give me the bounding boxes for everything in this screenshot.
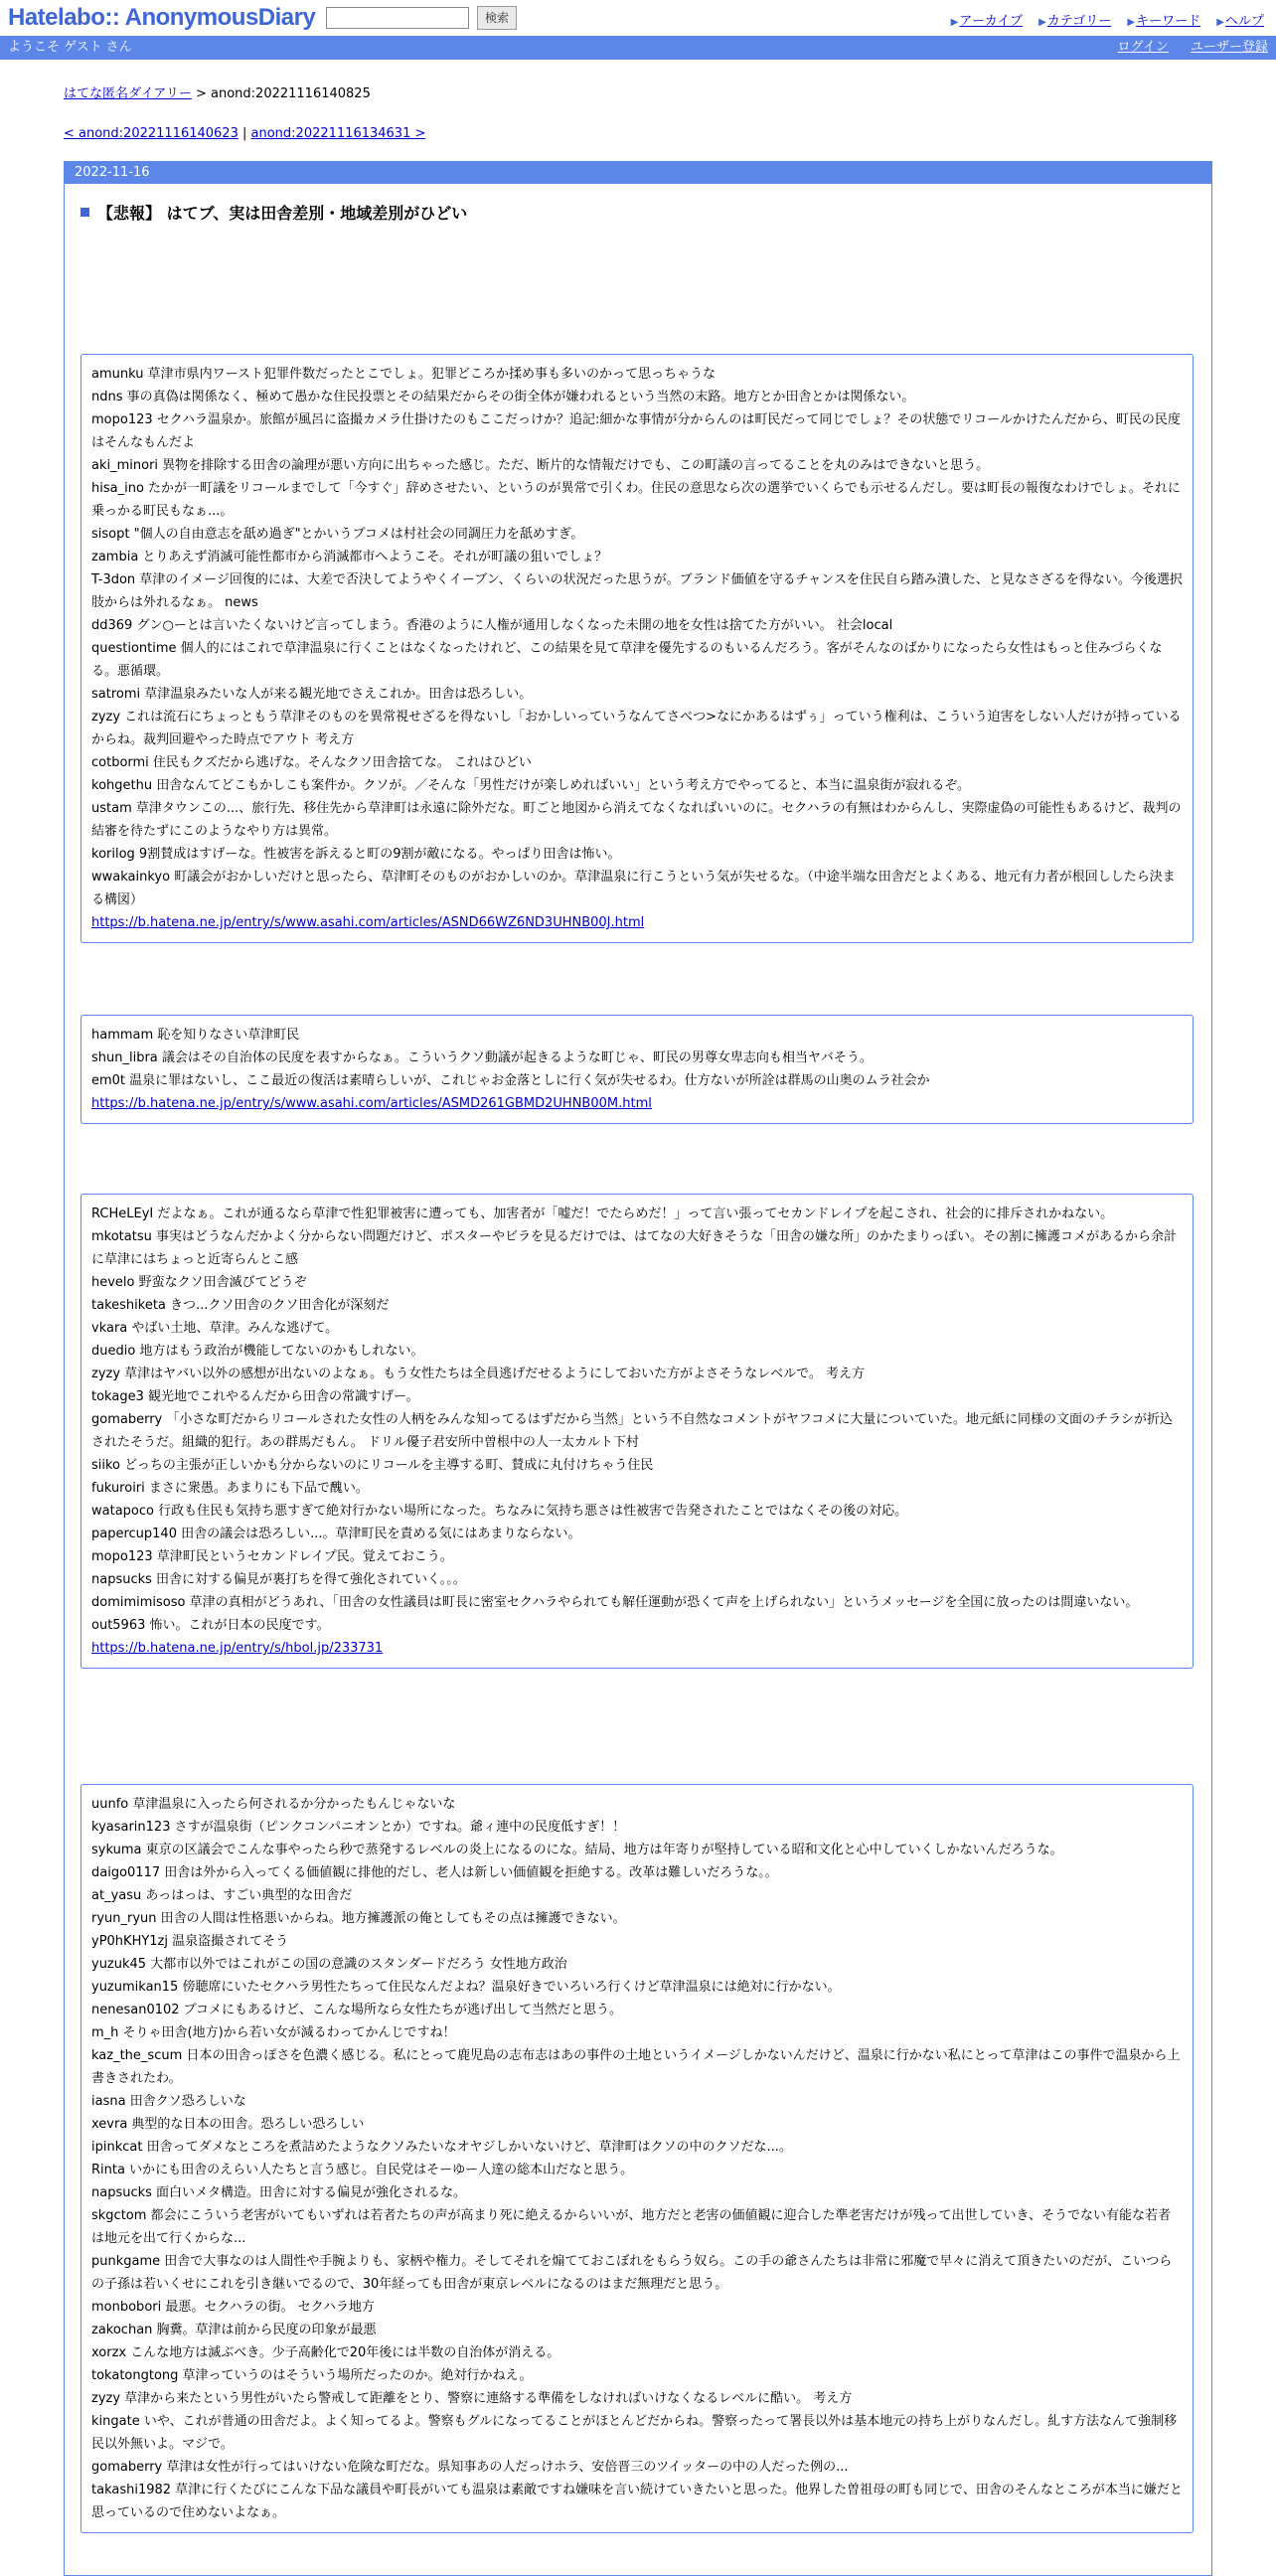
comment-line: zambia とりあえず消滅可能性都市から消滅都市へようこそ。それが町議の狙いでしょ？	[91, 550, 608, 564]
nav-archive-link[interactable]: アーカイブ	[959, 14, 1023, 29]
comment-line: siiko どっちの主張が正しいかも分からないのにリコールを主導する町、賛成に丸付けちゃう住民	[91, 1458, 654, 1473]
register-link[interactable]: ユーザー登録	[1190, 40, 1268, 55]
comment-line: out5963 怖い。これが日本の民度です。	[91, 1618, 330, 1633]
source-link[interactable]: https://b.hatena.ne.jp/entry/s/www.asahi.com/articles/ASMD261GBMD2UHNB00M.html	[91, 1096, 652, 1111]
comment-line: uunfo 草津温泉に入ったら何されるか分かったもんじゃないな	[91, 1797, 456, 1812]
comment-line: m_h そりゃ田舎(地方)から若い女が減るわってかんじですね！	[91, 2025, 456, 2040]
source-link[interactable]: https://b.hatena.ne.jp/entry/s/hbol.jp/233731	[91, 1641, 384, 1656]
comment-line: fukuroiri まさに衆愚。あまりにも下品で醜い。	[91, 1481, 369, 1496]
nav-keyword-link[interactable]: キーワード	[1136, 14, 1201, 29]
next-entry-link[interactable]: anond:20221116134631 >	[250, 126, 426, 141]
breadcrumb-current: anond:20221116140825	[211, 86, 371, 101]
comment-line: satromi 草津温泉みたいな人が来る観光地でさえこれか。田舎は恐ろしい。	[91, 687, 533, 702]
comment-line: skgctom 都会にこういう老害がいてもいずれは若者たちの声が高まり死に絶えるからいいが、地方だと老害の価値観に迎合した準老害だけが残って出世していき、そうでない有能な若者は地元を出て行くからな...	[91, 2208, 1172, 2246]
comment-line: tokatongtong 草津っていうのはそういう場所だったのか。絶対行かねえ。	[91, 2368, 533, 2383]
comment-line: xorzx こんな地方は滅ぶべき。少子高齢化で20年後には半数の自治体が消える。	[91, 2345, 560, 2360]
comment-line: amunku 草津市県内ワースト犯罪件数だったとこでしょ。犯罪どころか揉め事も多いのかって思っちゃうな	[91, 367, 716, 382]
comment-line: monbobori 最悪。セクハラの街。 セクハラ地方	[91, 2300, 375, 2315]
comment-line: kaz_the_scum 日本の田舎っぽさを色濃く感じる。私にとって鹿児島の志布志はあの事件の土地というイメージしかないんだけど、温泉に行かない私にとって草津はこの事件で温泉から上書きされたわ。	[91, 2048, 1181, 2086]
breadcrumb-separator: >	[191, 86, 212, 101]
pager-separator: |	[238, 126, 251, 141]
source-link[interactable]: https://b.hatena.ne.jp/entry/s/www.asahi.com/articles/ASND66WZ6ND3UHNB00J.html	[91, 915, 645, 930]
comment-line: takeshiketa きつ...クソ田舎のクソ田舎化が深刻だ	[91, 1298, 390, 1313]
comment-line: gomaberry 草津は女性が行ってはいけない危険な町だな。県知事あの人だっけホラ、安倍晋三のツイッターの中の人だった例の...	[91, 2460, 849, 2475]
comment-line: papercup140 田舎の議会は恐ろしい...。草津町民を責める気にはあまりならない。	[91, 1527, 581, 1541]
comment-line: ustam 草津タウンこの...、旅行先、移住先から草津町は永遠に除外だな。町ごと地図から消えてなくなればいいのに。セクハラの有無はわからんし、実際虚偽の可能性もあるけど、裁判の結審を待たずにこのようなやり方は異常。	[91, 801, 1182, 839]
square-icon[interactable]	[80, 208, 89, 217]
comment-line: korilog 9割賛成はすげーな。性被害を訴えると町の9割が敵になる。やっぱり田舎は怖い。	[91, 847, 621, 862]
triangle-icon: ▶	[1038, 17, 1046, 28]
comment-line: kyasarin123 さすが温泉街（ピンクコンパニオンとか）ですね。爺ィ連中の民度低すぎ！！	[91, 1820, 626, 1835]
breadcrumb	[64, 85, 371, 103]
comment-line: ndns 事の真偽は関係なく、極めて愚かな住民投票とその結果だからその街全体が嫌われるという当然の末路。地方とか田舎とかは関係ない。	[91, 390, 915, 404]
comment-line: zyzy 草津はヤバい以外の感想が出ないのよなぁ。もう女性たちは全員逃げだせるようにしておいた方がよさそうなレベルで。 考え方	[91, 1367, 866, 1381]
prev-entry-link[interactable]: < anond:20221116140623	[64, 126, 239, 141]
quote-block	[80, 1015, 1194, 1124]
comment-line: yuzuk45 大都市以外ではこれがこの国の意識のスタンダードだろう 女性地方政治	[91, 1957, 567, 1972]
comment-line: tokage3 観光地でこれやるんだから田舎の常識すげー。	[91, 1389, 419, 1404]
comment-line: aki_minori 異物を排除する田舎の論理が悪い方向に出ちゃった感じ。ただ、断片的な情報だけでも、この町議の言ってることを丸のみはできないと思う。	[91, 458, 990, 473]
comment-line: zyzy 草津から来たという男性がいたら警戒して距離をとり、警察に連絡する準備をしなければいけなくなるレベルに酷い。 考え方	[91, 2391, 853, 2406]
comment-line: dd369 グン○ーとは言いたくないけど言ってしまう。香港のように人権が通用しなくなった未開の地を女性は捨てた方がいい。 社会local	[91, 618, 893, 633]
comment-line: napsucks 面白いメタ構造。田舎に対する偏見が強化されるな。	[91, 2185, 467, 2200]
comment-line: xevra 典型的な日本の田舎。恐ろしい恐ろしい	[91, 2117, 365, 2132]
comment-line: at_yasu あっはっは、すごい典型的な田舎だ	[91, 1888, 353, 1903]
quote-block	[80, 1784, 1194, 2533]
search-input[interactable]	[326, 7, 469, 29]
comment-line: sisopt "個人の自由意志を舐め過ぎ"とかいうブコメは村社会の同調圧力を舐めすぎ。	[91, 527, 584, 542]
comment-line: hisa_ino たかが一町議をリコールまでして「今すぐ」辞めさせたい、というのが異常で引くわ。住民の意思なら次の選挙でいくらでも示せるんだし。要は町長の報復なわけでしょ。それに乗っかる町民もなぁ...。	[91, 481, 1181, 519]
comment-line: mopo123 草津町民というセカンドレイプ民。覚えておこう。	[91, 1549, 453, 1564]
comment-line: yP0hKHY1zj 温泉盗撮されてそう	[91, 1934, 289, 1949]
search-button[interactable]: 検索	[477, 6, 517, 30]
comment-line: questiontime 個人的にはこれで草津温泉に行くことはなくなったけれど、この結果を見て草津を優先するのもいるんだろう。客がそんなのばかりになったら女性はもっと住みづらくなる。悪循環。	[91, 641, 1163, 679]
comment-line: iasna 田舎クソ恐ろしいな	[91, 2094, 246, 2109]
login-link[interactable]: ログイン	[1117, 40, 1169, 55]
comment-line: napsucks 田舎に対する偏見が裏打ちを得て強化されていく。。。	[91, 1572, 466, 1587]
welcome-text: ようこそ ゲスト さん	[8, 40, 132, 55]
comment-line: wwakainkyo 町議会がおかしいだけと思ったら、草津町そのものがおかしいのか。草津温泉に行こうという気が失せるな。（中途半端な田舎だとよくある、地元有力者が根回ししたら決まる構図）	[91, 870, 1176, 907]
comment-line: domimimisoso 草津の真相がどうあれ、「田舎の女性議員は町長に密室セクハラやられても解任運動が恐くて声を上げられない」というメッセージを全国に放ったのは間違いない。	[91, 1595, 1139, 1610]
pager	[64, 125, 425, 143]
nav-category-link[interactable]: カテゴリー	[1046, 14, 1112, 29]
comment-line: takashi1982 草津に行くたびにこんな下品な議員や町長がいても温泉は素敵ですね嫌味を言い続けていきたいと思った。他界した曽祖母の町も同じで、田舎のそんなところが本当に嫌だと思っているので住めないよなぁ。	[91, 2483, 1183, 2520]
comment-line: vkara やばい土地、草津。みんな逃げて。	[91, 1321, 339, 1336]
comment-line: sykuma 東京の区議会でこんな事やったら秒で蒸発するレベルの炎上になるのにな。結局、地方は年寄りが堅持している昭和文化と心中していくしかないんだろうな。	[91, 1843, 1063, 1857]
comment-line: mopo123 セクハラ温泉か。旅館が風呂に盗撮カメラ仕掛けたのもここだっけか？追記:細かな事情が分からんのは町民だって同じでしょ？その状態でリコールかけたんだから、町民の民度はそんなもんだよ	[91, 412, 1181, 450]
comment-line: zakochan 胸糞。草津は前から民度の印象が最悪	[91, 2323, 377, 2337]
triangle-icon: ▶	[1127, 17, 1136, 28]
comment-line: shun_libra 議会はその自治体の民度を表すからなぁ。こういうクソ動議が起きるような町じゃ、町民の男尊女卑志向も相当ヤバそう。	[91, 1050, 873, 1065]
comment-line: em0t 温泉に罪はないし、ここ最近の復活は素晴らしいが、これじゃお金落としに行く気が失せるわ。仕方ないが所詮は群馬の山奥のムラ社会か	[91, 1073, 930, 1088]
triangle-icon: ▶	[1216, 17, 1224, 28]
comment-line: duedio 地方はもう政治が機能してないのかもしれない。	[91, 1344, 424, 1359]
comment-line: gomaberry 「小さな町だからリコールされた女性の人柄をみんな知ってるはずだから当然」という不自然なコメントがヤフコメに大量についていた。地元紙に同様の文面のチラシが折込されたそうだ。組織的犯行。あの群馬だもん。 ドリル優子君安所中曽根中の人一太カルト下村	[91, 1412, 1173, 1450]
comment-line: mkotatsu 事実はどうなんだかよく分からない問題だけど、ポスターやビラを見るだけでは、はてなの大好きそうな「田舎の嫌な所」のかたまりっぽい。その割に擁護コメがあるから余計に草津にはちょっと近寄らんとこ感	[91, 1229, 1177, 1267]
breadcrumb-home-link[interactable]: はてな匿名ダイアリー	[64, 86, 192, 101]
quote-block	[80, 354, 1194, 943]
triangle-icon: ▶	[950, 17, 959, 28]
comment-line: kingate いや、これが普通の田舎だよ。よく知ってるよ。警察もグルになってることがほとんどだからね。警察ったって署長以外は基本地元の持ち上がりなんだし。糺す方法なんて強制移民以外無いよ。マジで。	[91, 2414, 1178, 2452]
user-bar	[0, 36, 1276, 60]
comment-line: daigo0117 田舎は外から入ってくる価値観に排他的だし、老人は新しい価値観を拒絶する。改革は難しいだろうな。。	[91, 1865, 778, 1880]
entry-title-text: 【悲報】 はてブ、実は田舎差別・地域差別がひどい	[97, 204, 468, 223]
comment-line: ipinkcat 田舎ってダメなところを煮詰めたようなクソみたいなオヤジしかいないけど、草津町はクソの中のクソだな...。	[91, 2140, 792, 2155]
comment-line: hevelo 野蛮なクソ田舎滅びてどうぞ	[91, 1275, 307, 1290]
comment-line: yuzumikan15 傍聴席にいたセクハラ男性たちって住民なんだよね？温泉好きでいろいろ行くけど草津温泉には絶対に行かない。	[91, 1980, 841, 1995]
comment-line: nenesan0102 ブコメにもあるけど、こんな場所なら女性たちが逃げ出して当然だと思う。	[91, 2003, 623, 2017]
top-nav	[939, 10, 1264, 29]
comment-line: kohgethu 田舎なんてどこもかしこも案件か。クソが。／そんな「男性だけが楽しめればいい」という考え方でやってると、本当に温泉街が寂れるぞ。	[91, 778, 970, 793]
comment-line: hammam 恥を知りなさい草津町民	[91, 1028, 300, 1043]
nav-help-link[interactable]: ヘルプ	[1224, 14, 1264, 29]
comment-line: RCHeLEyI だよなぁ。これが通るなら草津で性犯罪被害に遭っても、加害者が「嘘だ！でたらめだ！」って言い張ってセカンドレイプを起こされ、社会的に排斥されかねない。	[91, 1207, 1114, 1221]
comment-line: punkgame 田舎で大事なのは人間性や手腕よりも、家柄や権力。そしてそれを煽てておこぼれをもらう奴ら。この手の爺さんたちは非常に邪魔で早々に消えて頂きたいのだが、こいつらの子孫は若いくせにこれを引き継いでるので、30年経っても田舎が東京レベルになるのはまだ無理だと思う。	[91, 2254, 1173, 2292]
comment-line: Rinta いかにも田舎のえらい人たちと言う感じ。自民党はそーゆー人達の総本山だなと思う。	[91, 2163, 634, 2177]
comment-line: T-3don 草津のイメージ回復的には、大差で否決してようやくイーブン、くらいの状況だった思うが。ブランド価値を守るチャンスを住民自ら踏み潰した、と見なさざるを得ない。今後選択肢からは外れるなぁ。 news	[91, 572, 1183, 610]
quote-block	[80, 1194, 1194, 1669]
day-date: 2022-11-16	[65, 162, 1211, 184]
comment-line: cotbormi 住民もクズだから逃げな。そんなクソ田舎捨てな。 これはひどい	[91, 755, 532, 770]
comment-line: zyzy これは流石にちょっともう草津そのものを異常視せざるを得ないし「おかしいっていうなんてさべつ>なにかあるはずぅ」っていう権利は、こういう迫害をしない人だけが持っているからね。裁判回避やった時点でアウト 考え方	[91, 710, 1182, 747]
entry-title	[80, 204, 467, 224]
comment-line: watapoco 行政も住民も気持ち悪すぎて絶対行かない場所になった。ちなみに気持ち悪さは性被害で告発されたことではなくその後の対応。	[91, 1504, 908, 1519]
site-header	[0, 0, 1276, 36]
comment-line: ryun_ryun 田舎の人間は性格悪いからね。地方擁護派の俺としてもその点は擁護できない。	[91, 1911, 626, 1926]
day-section	[64, 161, 1212, 2576]
site-logo[interactable]: Hatelabo:: AnonymousDiary	[8, 4, 316, 31]
